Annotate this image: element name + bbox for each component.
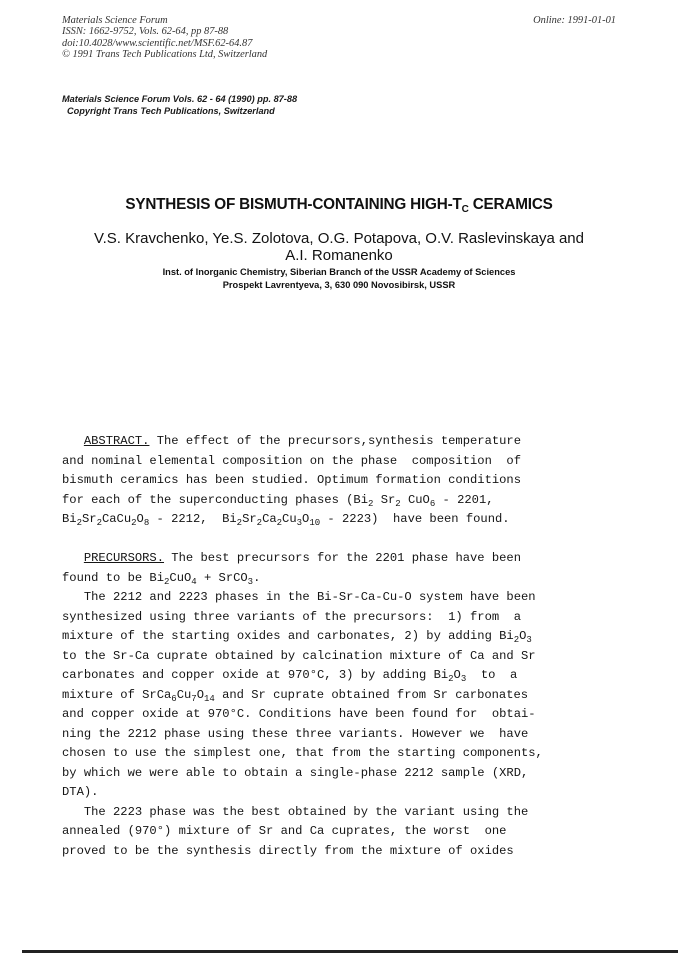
subscript: 14 (203, 693, 215, 704)
text: Sr (373, 492, 396, 507)
body-text (62, 432, 622, 861)
subscript: 2 (256, 518, 263, 528)
authors-line: V.S. Kravchenko, Ye.S. Zolotova, O.G. Potapova, O.V. Raslevinskaya and (93, 230, 584, 247)
precursors-line: ning the 2212 phase using these three variants. However we have (62, 726, 529, 741)
authors-line: A.I. Romanenko (285, 247, 393, 264)
meta-line: doi:10.4028/www.scientific.net/MSF.62-64.87 (62, 37, 253, 49)
precursors-line (62, 666, 622, 686)
precursors-line (62, 686, 622, 706)
text: Cu (282, 512, 297, 526)
subscript: 2 (395, 498, 401, 509)
online-date: Online: 1991-01-01 (533, 15, 616, 26)
subscript: 2 (96, 518, 102, 528)
text: Ca (262, 512, 277, 526)
abstract-line (62, 432, 622, 452)
title-subscript: C (461, 204, 469, 215)
text: found to be Bi (62, 570, 164, 585)
copyright-line: Copyright Trans Tech Publications, Switzerland (67, 106, 275, 116)
precursors-line: proved to be the synthesis directly from the mixture of oxides (62, 843, 514, 858)
subscript: 2 (131, 518, 137, 528)
precursors-line: synthesized using three variants of the precursors: 1) from a (62, 609, 521, 624)
subscript: 2 (513, 635, 520, 645)
text: O (453, 668, 461, 682)
subscript: 2 (448, 674, 454, 684)
text: O (519, 629, 527, 643)
subscript: 8 (143, 518, 150, 528)
precursors-heading: PRECURSORS. (83, 551, 165, 565)
subscript: 3 (460, 674, 467, 684)
subscript: 4 (191, 576, 197, 587)
abstract-line (62, 491, 622, 511)
text: and Sr cuprate obtained from Sr carbonates (214, 687, 529, 702)
abstract-line (62, 510, 622, 530)
text: The effect of the precursors,synthesis temperature (149, 434, 522, 448)
precursors-line (62, 569, 622, 589)
precursors-line: DTA). (62, 785, 99, 799)
subscript: 2 (76, 518, 82, 528)
meta-line: © 1991 Trans Tech Publications Ltd, Switzerland (62, 49, 268, 61)
text: Cu (176, 687, 192, 702)
subscript: 7 (191, 693, 197, 704)
text: Sr (242, 512, 257, 526)
text: - 2212, Bi (149, 512, 237, 526)
address-line: Prospekt Lavrentyeva, 3, 630 090 Novosibirsk, USSR (222, 279, 456, 290)
text: O (136, 512, 144, 526)
abstract-line: bismuth ceramics has been studied. Optimum formation conditions (62, 473, 521, 487)
subscript: 6 (429, 498, 436, 509)
text: CaCu (101, 512, 132, 526)
abstract-heading: ABSTRACT. (83, 434, 150, 448)
precursors-line: by which we were able to obtain a single-phase 2212 sample (XRD, (62, 765, 529, 780)
subscript: 3 (526, 635, 532, 645)
title-text-end: CERAMICS (468, 196, 553, 213)
meta-line: Materials Science Forum (62, 15, 168, 26)
text: mixture of SrCa (62, 687, 172, 702)
journal-citation (62, 93, 297, 117)
text: - 2223) have been found. (320, 512, 510, 526)
affiliation (0, 266, 678, 291)
text: Bi (62, 512, 77, 526)
paper-title (0, 196, 678, 214)
subscript: 2 (164, 576, 170, 587)
precursors-line (62, 627, 622, 647)
text: O (196, 687, 204, 702)
blank-line (62, 530, 622, 550)
precursors-line: and copper oxide at 970°C. Conditions have been found for obtai- (62, 707, 536, 721)
page-bottom-rule (22, 950, 678, 953)
precursors-line: to the Sr-Ca cuprate obtained by calcination mixture of Ca and Sr (62, 648, 536, 663)
precursors-line: The 2223 phase was the best obtained by the variant using the (62, 804, 529, 819)
journal-line: Materials Science Forum Vols. 62 - 64 (1990) pp. 87-88 (62, 94, 298, 104)
precursors-line: The 2212 and 2223 phases in the Bi-Sr-Ca-Cu-O system have been (62, 590, 536, 604)
text: to a (466, 668, 518, 682)
precursors-line: annealed (970°) mixture of Sr and Ca cuprates, the worst one (62, 824, 507, 838)
publication-meta (62, 15, 267, 61)
subscript: 2 (236, 518, 243, 528)
text: O (302, 512, 310, 526)
subscript: 2 (368, 498, 374, 509)
text: carbonates and copper oxide at 970°C, 3) by adding Bi (62, 668, 449, 682)
text: CuO (169, 570, 192, 585)
text: - 2201, (435, 492, 494, 507)
authors (0, 230, 678, 264)
subscript: 6 (171, 693, 177, 704)
text: Sr (81, 512, 97, 526)
text: mixture of the starting oxides and carbonates, 2) by adding Bi (62, 629, 514, 643)
subscript: 3 (296, 518, 303, 528)
affiliation-line: Inst. of Inorganic Chemistry, Siberian Branch of the USSR Academy of Sciences (162, 267, 516, 277)
text: . (253, 570, 261, 585)
subscript: 2 (276, 518, 283, 528)
precursors-line: chosen to use the simplest one, that from the starting components, (62, 746, 543, 760)
abstract-line: and nominal elemental composition on the phase composition of (62, 453, 521, 468)
text: + SrCO (196, 570, 248, 585)
meta-line: ISSN: 1662-9752, Vols. 62-64, pp 87-88 (62, 26, 229, 38)
precursors-line (62, 549, 622, 569)
text: The best precursors for the 2201 phase have been (164, 551, 522, 565)
subscript: 3 (247, 576, 254, 587)
text: CuO (400, 492, 430, 507)
title-text: SYNTHESIS OF BISMUTH-CONTAINING HIGH-T (125, 196, 462, 213)
subscript: 10 (309, 518, 321, 528)
text: for each of the superconducting phases (Bi (62, 492, 368, 507)
